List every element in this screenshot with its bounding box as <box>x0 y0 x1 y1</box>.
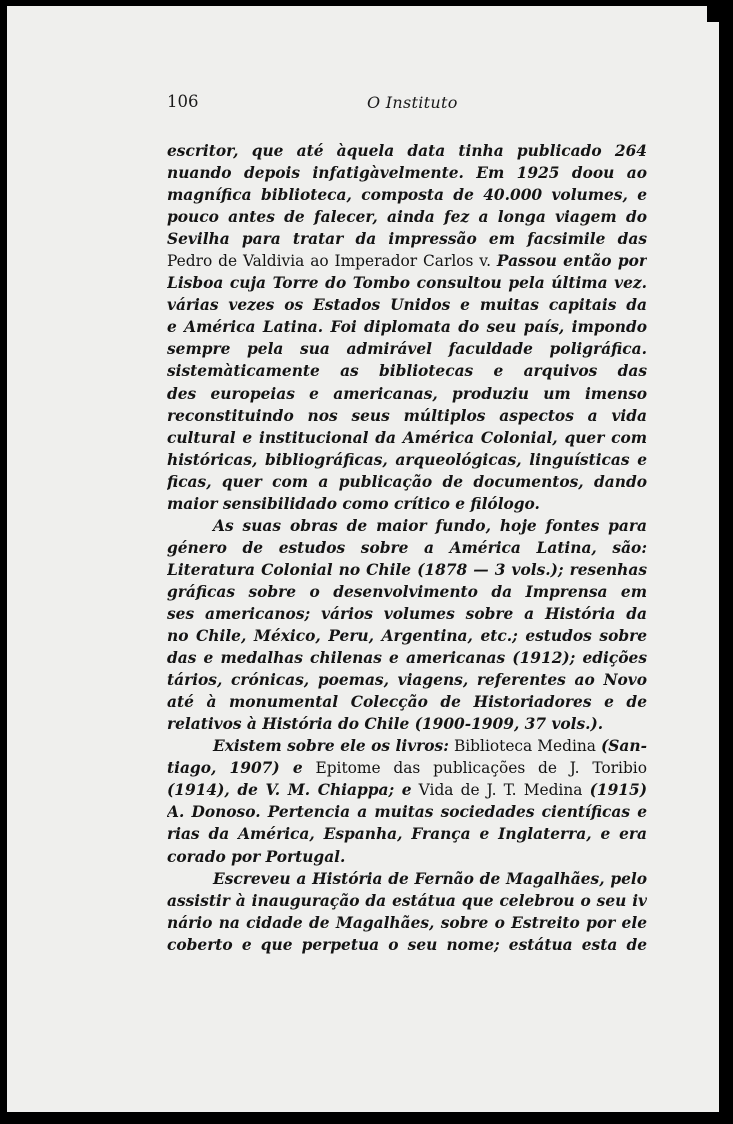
text-line: nuando depois infatigàvelmente. Em 1925 doou ao <box>167 164 647 183</box>
text-line: nário na cidade de Magalhães, sobre o Estreito por ele <box>167 913 647 932</box>
text-line: maior sensibilidado como crítico e filólogo. <box>167 494 540 513</box>
text-segment: tiago, 1907) e <box>167 759 303 778</box>
text-segment: Pedro de Valdivia ao Imperador Carlos v. <box>167 252 492 271</box>
text-line: ficas, quer com a publicação de documentos, dando <box>167 472 647 491</box>
text-line <box>167 779 647 801</box>
running-title: O Instituto <box>367 93 458 112</box>
text-line: Literatura Colonial no Chile (1878 — 3 vols.); resenhas <box>167 560 647 579</box>
text-line: relativos à História do Chile (1900-1909, 37 vols.). <box>167 715 604 734</box>
text-segment: Sevilha para tratar da impressão em facsimile das <box>167 230 647 249</box>
body-text <box>167 140 647 956</box>
text-line: cultural e institucional da América Colonial, quer com <box>167 428 647 447</box>
text-segment: Epitome das publicações de J. Toribio <box>315 759 647 778</box>
text-line: reconstituindo nos seus múltiplos aspectos a vida <box>167 406 647 425</box>
book-page <box>7 6 719 1112</box>
text-line: coberto e que perpetua o seu nome; estátua esta de <box>167 935 647 954</box>
text-line: magnífica biblioteca, composta de 40.000 volumes, e <box>167 186 647 205</box>
text-line: género de estudos sobre a América Latina, são: <box>167 538 647 557</box>
text-line <box>167 757 647 779</box>
text-line: das e medalhas chilenas e americanas (1912); edições <box>167 649 647 668</box>
text-line: gráficas sobre o desenvolvimento da Imprensa em <box>167 582 647 601</box>
text-segment: Passou então por <box>496 252 647 271</box>
text-segment: (San- <box>601 737 647 756</box>
text-line: até à monumental Colecção de Historiadores e de <box>167 693 647 712</box>
text-line <box>167 228 647 250</box>
text-line: escritor, que até àquela data tinha publicado 264 <box>167 142 647 160</box>
text-segment: Existem sobre ele os livros: <box>213 737 449 756</box>
paragraph-start-line <box>167 735 647 757</box>
text-line: tários, crónicas, poemas, viagens, referentes ao Novo <box>167 671 647 690</box>
text-line: rias da América, Espanha, França e Inglaterra, e era <box>167 825 647 844</box>
text-segment: Biblioteca Medina <box>453 737 596 756</box>
text-line: Lisboa cuja Torre do Tombo consultou pela última vez. <box>167 274 647 293</box>
text-line: históricas, bibliográficas, arqueológicas, linguísticas e <box>167 450 647 469</box>
text-line: sempre pela sua admirável faculdade poligráfica. <box>167 340 647 359</box>
text-line: sistemàticamente as bibliotecas e arquivos das <box>167 362 647 381</box>
text-line: des europeias e americanas, produziu um imenso <box>167 384 647 403</box>
text-line <box>167 250 647 272</box>
text-segment: (1914), de V. M. Chiappa; e <box>167 781 412 800</box>
text-line: pouco antes de falecer, ainda fez a longa viagem do <box>167 208 647 227</box>
page-number: 106 <box>167 92 199 111</box>
text-line: várias vezes os Estados Unidos e muitas capitais da <box>167 296 647 315</box>
paragraph-start-line: Escreveu a História de Fernão de Magalhães, pelo <box>213 869 647 888</box>
text-line: no Chile, México, Peru, Argentina, etc.; estudos sobre <box>167 627 647 646</box>
text-segment: (1915) <box>589 781 647 800</box>
text-line: ses americanos; vários volumes sobre a História da <box>167 604 647 623</box>
scan-corner-artifact <box>707 6 719 22</box>
text-line: assistir à inauguração da estátua que celebrou o seu iv <box>167 891 647 910</box>
paragraph-start-line: As suas obras de maior fundo, hoje fontes para <box>213 516 647 535</box>
text-line: e América Latina. Foi diplomata do seu país, impondo <box>167 318 647 337</box>
page-header <box>167 92 647 116</box>
text-segment: Vida de J. T. Medina <box>418 781 583 800</box>
text-line: A. Donoso. Pertencia a muitas sociedades científicas e <box>167 803 647 822</box>
text-line: corado por Portugal. <box>167 847 346 866</box>
